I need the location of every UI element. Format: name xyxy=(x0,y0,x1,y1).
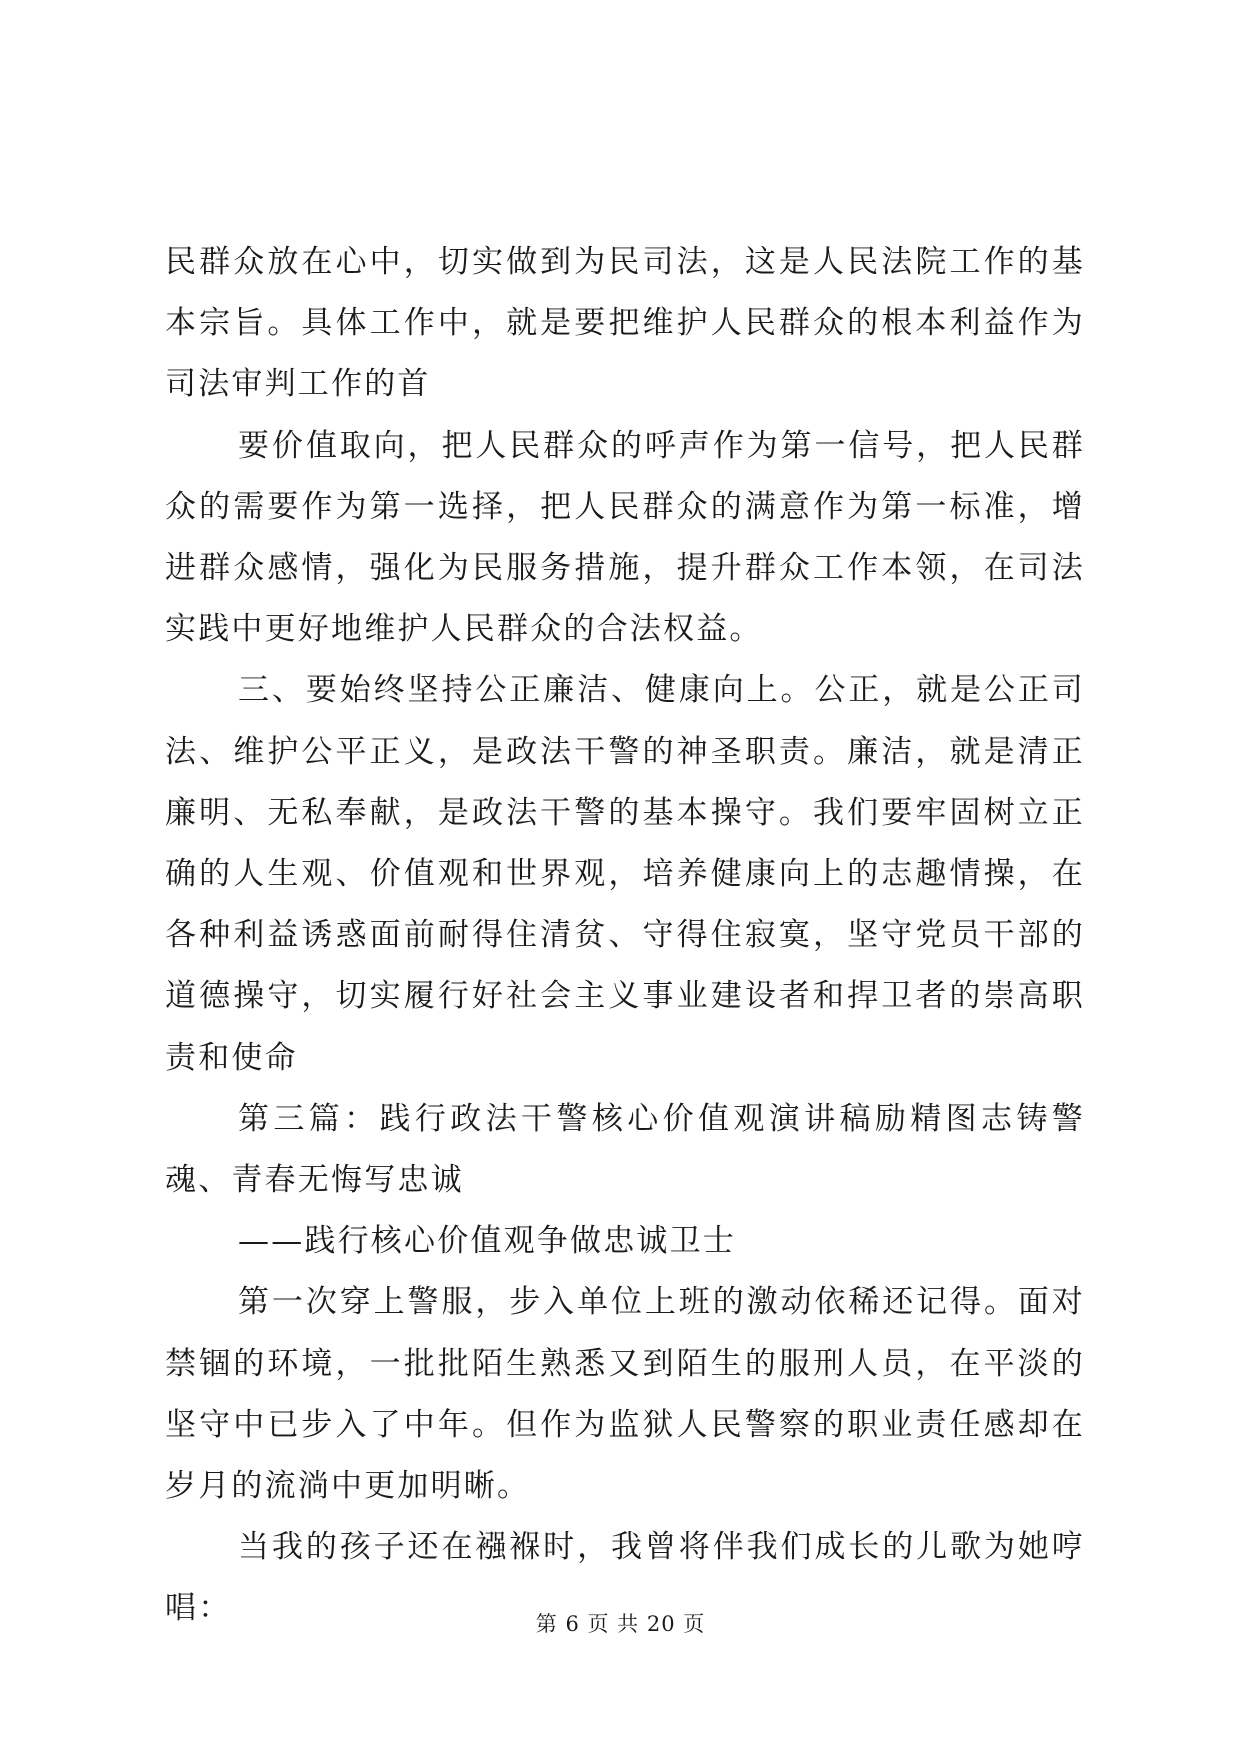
paragraph-5: 当我的孩子还在襁褓时，我曾将伴我们成长的儿歌为她哼唱： xyxy=(165,1529,1085,1627)
section-heading: 第三篇：践行政法干警核心价值观演讲稿励精图志铸警魂、青春无悔写忠诚 xyxy=(165,1100,1085,1199)
page-number-footer: 第 6 页 共 20 页 xyxy=(535,1612,706,1636)
paragraph-4: 第一次穿上警服，步入单位上班的激动依稀还记得。面对禁锢的环境，一批批陌生熟悉又到陌生的服刑人员，在平淡的坚守中已步入了中年。但作为监狱人民警察的职业责任感却在岁月的流淌中更加明晰。 xyxy=(165,1284,1085,1505)
document-body xyxy=(165,232,1085,1640)
paragraph-2: 要价值取向，把人民群众的呼声作为第一信号，把人民群众的需要作为第一选择，把人民群众的满意作为第一标准，增进群众感情，强化为民服务措施，提升群众工作本领，在司法实践中更好地维护人民群众的合法权益。 xyxy=(165,427,1085,648)
paragraph-3: 三、要始终坚持公正廉洁、健康向上。公正，就是公正司法、维护公平正义，是政法干警的神圣职责。廉洁，就是清正廉明、无私奉献，是政法干警的基本操守。我们要牢固树立正确的人生观、价值观和世界观，培养健康向上的志趣情操，在各种利益诱惑面前耐得住清贫、守得住寂寞，坚守党员干部的道德操守，切实履行好社会主义事业建设者和捍卫者的崇高职责和使命 xyxy=(165,672,1085,1076)
section-subtitle: ——践行核心价值观争做忠诚卫士 xyxy=(238,1223,736,1260)
paragraph-1: 民群众放在心中，切实做到为民司法，这是人民法院工作的基本宗旨。具体工作中，就是要把维护人民群众的根本利益作为司法审判工作的首 xyxy=(165,244,1085,403)
